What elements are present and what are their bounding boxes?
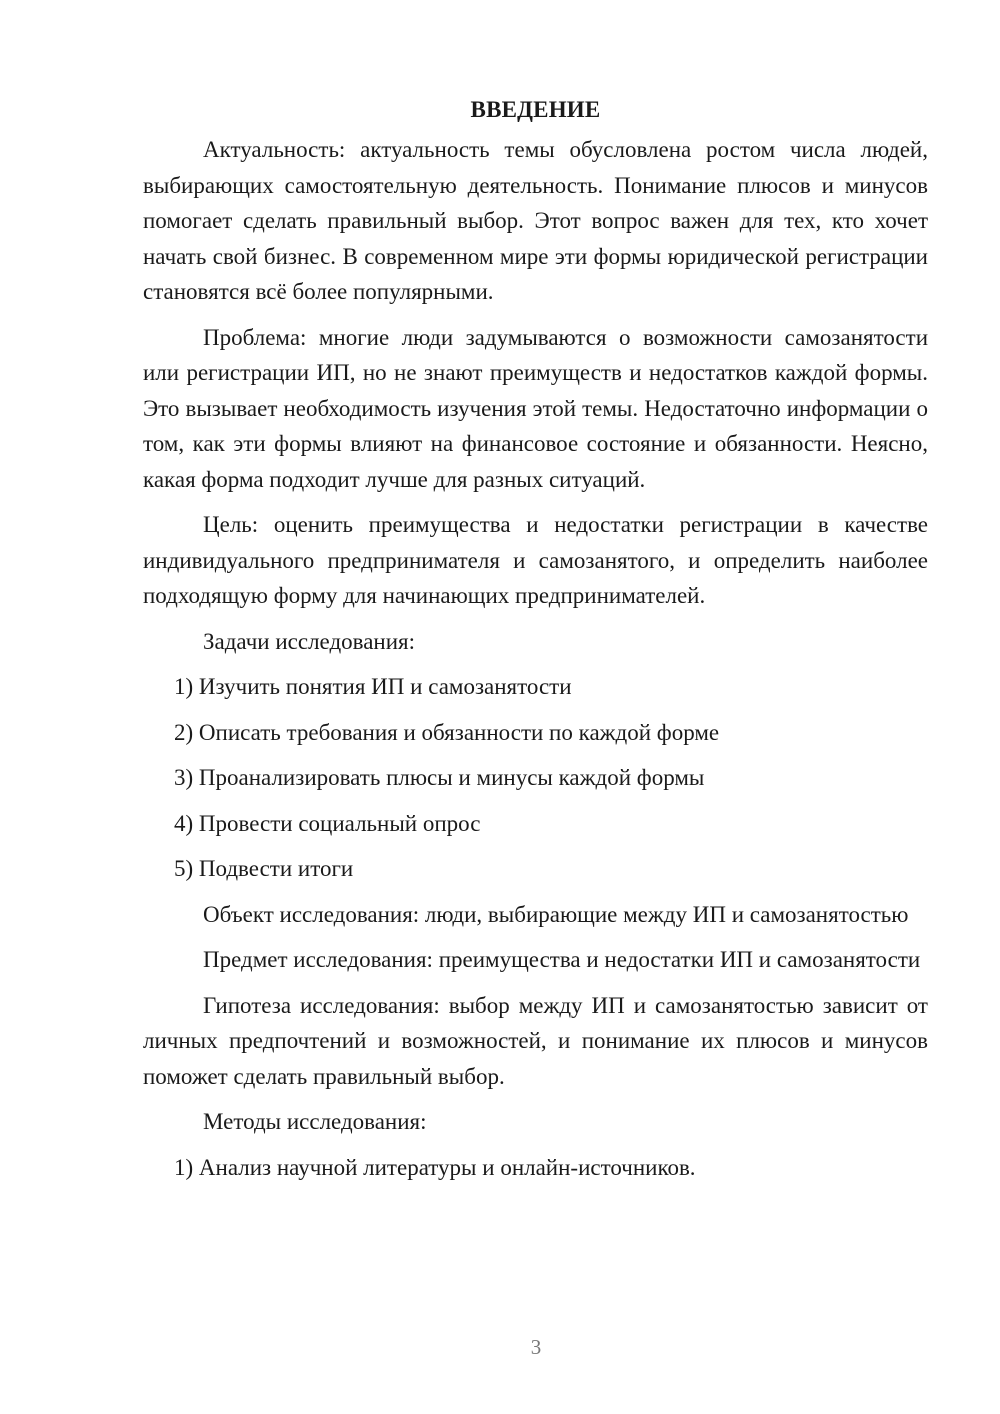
page-title: ВВЕДЕНИЕ [470,97,601,122]
list-item: 2) Описать требования и обязанности по каждой форме [174,719,720,745]
methods-list [143,1150,928,1186]
methods-label: Методы исследования: [203,1109,427,1134]
hypothesis-paragraph: Гипотеза исследования: выбор между ИП и самозанятостью зависит от личных предпочтений и возможностей, и понимание их плюсов и минусов поможет сделать правильный выбор. [143,992,928,1089]
goal-paragraph: Цель: оценить преимущества и недостатки регистрации в качестве индивидуального предпринимателя и самозанятого, и определить наиболее подходящую форму для начинающих предпринимателей. [143,512,928,608]
document-body [143,92,928,1195]
object-paragraph: Объект исследования: люди, выбирающие между ИП и самозанятостью [203,901,909,927]
list-item: 1) Анализ научной литературы и онлайн-источников. [174,1154,696,1180]
list-item: 5) Подвести итоги [174,856,354,881]
tasks-list [143,669,928,887]
list-item: 3) Проанализировать плюсы и минусы каждой формы [174,765,705,790]
list-item: 4) Провести социальный опрос [174,810,481,836]
list-item: 1) Изучить понятия ИП и самозанятости [174,674,572,699]
tasks-label: Задачи исследования: [203,628,416,654]
relevance-paragraph: Актуальность: актуальность темы обусловлена ростом числа людей, выбирающих самостоятельную деятельность. Понимание плюсов и минусов помогает сделать правильный выбор. Этот вопрос важен для тех, кто хочет начать свой бизнес. В современном мире эти формы юридической регистрации становятся всё более популярными. [143,137,928,304]
subject-paragraph: Предмет исследования: преимущества и недостатки ИП и самозанятости [203,947,921,972]
page-number: 3 [530,1335,542,1359]
problem-paragraph: Проблема: многие люди задумываются о возможности самозанятости или регистрации ИП, но не знают преимуществ и недостатков каждой формы. Это вызывает необходимость изучения этой темы. Недостаточно информации о том, как эти формы влияют на финансовое состояние и обязанности. Неясно, какая форма подходит лучше для разных ситуаций. [143,324,928,492]
